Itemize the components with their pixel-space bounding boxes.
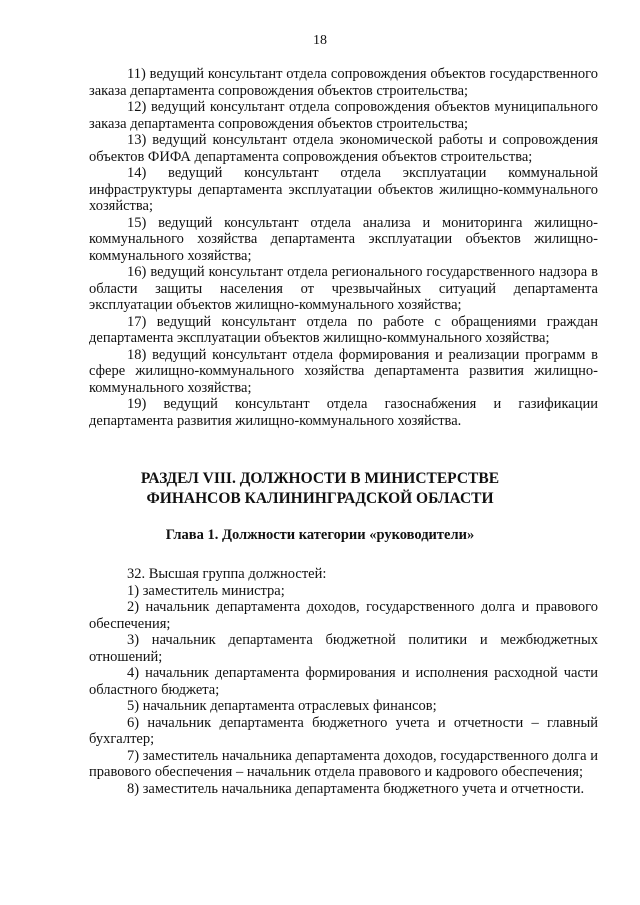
list-item: 8) заместитель начальника департамента бюджетного учета и отчетности.: [127, 780, 585, 797]
list-item: 6) начальник департамента бюджетного учета и отчетности – главный бухгалтер;: [89, 714, 598, 747]
list-item: 15) ведущий консультант отдела анализа и мониторинга жилищно-коммунального хозяйства департамента эксплуатации объектов жилищно-коммунального хозяйства;: [89, 214, 598, 264]
list-item: 18) ведущий консультант отдела формирования и реализации программ в сфере жилищно-коммунального хозяйства департамента развития жилищно-коммунального хозяйства;: [89, 346, 598, 396]
list-item: 7) заместитель начальника департамента доходов, государственного долга и правового обеспечения – начальник отдела правового и кадрового обеспечения;: [89, 747, 598, 780]
list-item: 2) начальник департамента доходов, государственного долга и правового обеспечения;: [89, 599, 598, 632]
list-item: 3) начальник департамента бюджетной политики и межбюджетных отношений;: [89, 632, 598, 665]
section-title-line-1: РАЗДЕЛ VIII. ДОЛЖНОСТИ В МИНИСТЕРСТВЕ: [140, 470, 500, 487]
list-item: 19) ведущий консультант отдела газоснабжения и газификации департамента развития жилищно-коммунального хозяйства.: [89, 396, 598, 429]
list-item: 12) ведущий консультант отдела сопровождения объектов муниципального заказа департамента сопровождения объектов строительства;: [89, 99, 598, 132]
list-item: 17) ведущий консультант отдела по работе с обращениями граждан департамента эксплуатации объектов жилищно-коммунального хозяйства;: [89, 313, 598, 346]
list-item: 5) начальник департамента отраслевых финансов;: [127, 698, 437, 714]
page-number: 18: [313, 33, 327, 48]
list-item: 1) заместитель министра;: [127, 582, 285, 599]
chapter-title: Глава 1. Должности категории «руководители»: [165, 527, 475, 543]
list-item: 11) ведущий консультант отдела сопровождения объектов государственного заказа департамента сопровождения объектов строительства;: [89, 66, 598, 99]
group-title: 32. Высшая группа должностей:: [127, 566, 327, 582]
list-item: 16) ведущий консультант отдела регионального государственного надзора в области защиты населения от чрезвычайных ситуаций департамента эксплуатации объектов жилищно-коммунального хозяйства;: [89, 264, 598, 313]
list-item: 13) ведущий консультант отдела экономической работы и сопровождения объектов ФИФА департамента сопровождения объектов строительства;: [89, 132, 598, 165]
position-list-continued: [89, 66, 598, 429]
position-group: [89, 566, 598, 797]
section-title-line-2: ФИНАНСОВ КАЛИНИНГРАДСКОЙ ОБЛАСТИ: [146, 490, 494, 507]
list-item: 14) ведущий консультант отдела эксплуатации коммунальной инфраструктуры департамента эксплуатации объектов жилищно-коммунального хозяйства;: [89, 165, 598, 214]
list-item: 4) начальник департамента формирования и исполнения расходной части областного бюджета;: [89, 665, 598, 698]
